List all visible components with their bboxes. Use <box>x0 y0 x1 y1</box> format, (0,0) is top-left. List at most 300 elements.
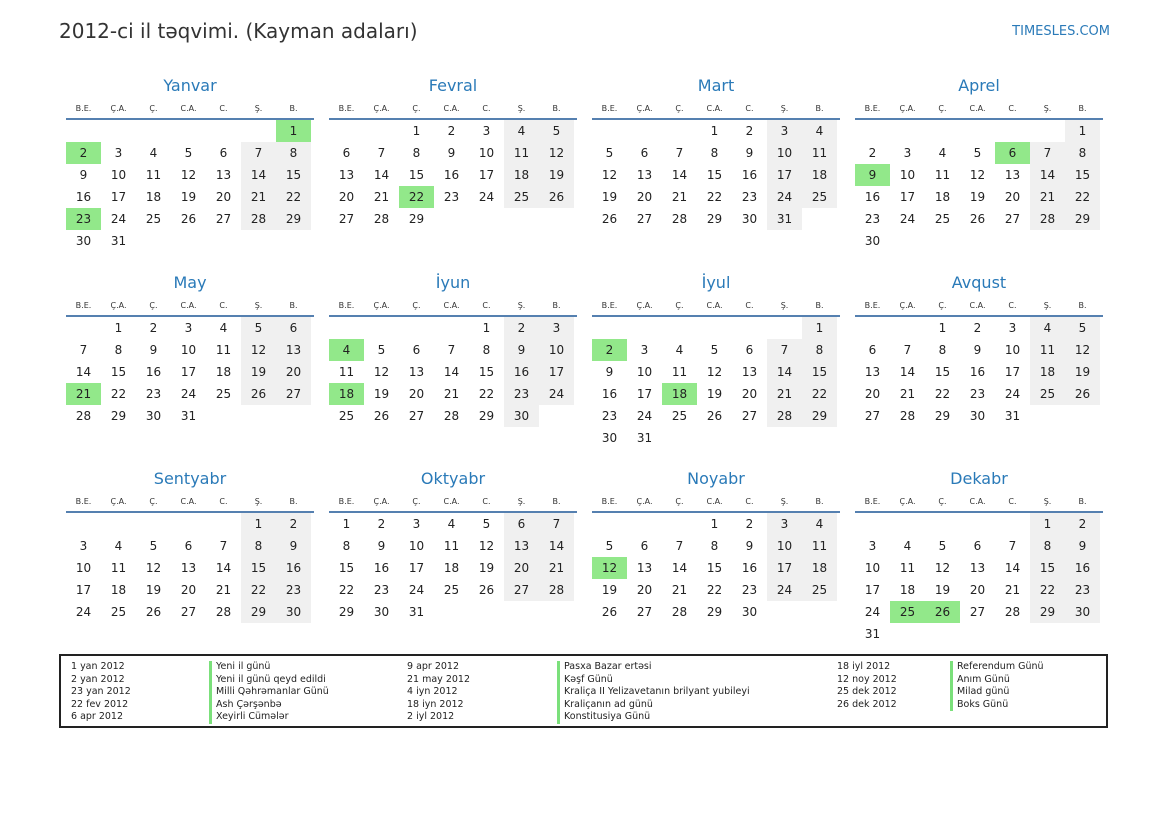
day-cell: 10 <box>110 168 127 182</box>
day-cell: 29 <box>241 601 276 623</box>
day-cell: 27 <box>276 383 311 405</box>
month-may <box>66 269 314 459</box>
day-cell: 2 <box>745 124 754 138</box>
day-cell: 8 <box>1065 142 1100 164</box>
weekday-label: Ş. <box>780 497 789 506</box>
week-row <box>592 601 840 623</box>
day-cell: 7 <box>767 339 802 361</box>
empty-cell <box>1065 230 1100 252</box>
day-cell: 23 <box>741 583 758 597</box>
day-cell: 19 <box>706 387 723 401</box>
holiday-date: 22 fev 2012 <box>71 698 129 710</box>
weekday-label: Ş. <box>517 104 526 113</box>
day-cell: 8 <box>482 343 491 357</box>
day-cell: 9 <box>79 168 88 182</box>
day-cell: 14 <box>899 365 916 379</box>
day-cell: 30 <box>1065 601 1100 623</box>
day-cell: 3 <box>482 124 491 138</box>
empty-cell <box>1030 623 1065 645</box>
week-row <box>66 142 314 164</box>
empty-cell <box>592 317 627 339</box>
week-row <box>66 186 314 208</box>
day-cell: 1 <box>710 124 719 138</box>
empty-cell <box>171 513 206 535</box>
holiday-cell: 2 <box>592 339 627 361</box>
day-cell: 15 <box>1065 164 1100 186</box>
day-cell: 12 <box>601 168 618 182</box>
day-cell: 2 <box>745 517 754 531</box>
day-cell: 26 <box>969 212 986 226</box>
day-cell: 31 <box>180 409 197 423</box>
empty-cell <box>995 230 1030 252</box>
day-cell: 8 <box>938 343 947 357</box>
holiday-date: 6 apr 2012 <box>71 711 124 722</box>
weekday-label: Ş. <box>780 301 789 310</box>
week-row <box>592 317 840 339</box>
day-cell: 10 <box>478 146 495 160</box>
day-cell: 28 <box>1004 605 1021 619</box>
holiday-name: Pasxa Bazar ertəsi <box>557 661 750 674</box>
empty-cell <box>1065 405 1100 427</box>
day-cell: 26 <box>539 186 574 208</box>
day-cell: 13 <box>408 365 425 379</box>
day-cell: 3 <box>640 343 649 357</box>
day-cell: 4 <box>802 120 837 142</box>
weekday-label: Ş. <box>254 301 263 310</box>
day-cell: 6 <box>868 343 877 357</box>
day-cell: 25 <box>443 583 460 597</box>
week-row <box>66 208 314 230</box>
weekday-header <box>855 492 1103 513</box>
day-cell: 18 <box>443 561 460 575</box>
day-cell: 9 <box>605 365 614 379</box>
day-cell: 20 <box>741 387 758 401</box>
empty-cell <box>276 230 311 252</box>
week-row <box>66 579 314 601</box>
day-cell: 11 <box>802 535 837 557</box>
day-cell: 3 <box>1008 321 1017 335</box>
empty-cell <box>539 601 574 623</box>
holiday-names <box>209 661 329 724</box>
empty-cell <box>890 623 925 645</box>
day-cell: 7 <box>675 146 684 160</box>
day-cell: 28 <box>75 409 92 423</box>
holiday-date: 1 yan 2012 <box>71 661 125 672</box>
holiday-cell: 2 <box>66 142 101 164</box>
week-row <box>592 405 840 427</box>
day-cell: 30 <box>969 409 986 423</box>
day-cell: 18 <box>1030 361 1065 383</box>
week-row <box>855 405 1103 427</box>
day-cell: 20 <box>636 190 653 204</box>
day-cell: 3 <box>868 539 877 553</box>
day-cell: 19 <box>241 361 276 383</box>
day-cell: 17 <box>408 561 425 575</box>
day-cell: 23 <box>969 387 986 401</box>
day-cell: 12 <box>478 539 495 553</box>
day-cell: 29 <box>1065 208 1100 230</box>
week-row <box>329 361 577 383</box>
day-cell: 13 <box>1004 168 1021 182</box>
day-cell: 10 <box>864 561 881 575</box>
day-cell: 17 <box>1004 365 1021 379</box>
empty-cell <box>627 317 662 339</box>
day-cell: 9 <box>1065 535 1100 557</box>
week-row <box>592 186 840 208</box>
empty-cell <box>241 405 276 427</box>
day-cell: 25 <box>145 212 162 226</box>
empty-cell <box>662 427 697 449</box>
weekday-label: B.E. <box>75 301 92 310</box>
empty-cell <box>364 317 399 339</box>
empty-cell <box>206 513 241 535</box>
week-row <box>855 383 1103 405</box>
empty-cell <box>66 120 101 142</box>
day-cell: 6 <box>504 513 539 535</box>
empty-cell <box>732 427 767 449</box>
day-cell: 19 <box>145 583 162 597</box>
weekday-label: C.A. <box>706 301 723 310</box>
week-row <box>329 164 577 186</box>
week-row <box>329 120 577 142</box>
empty-cell <box>171 230 206 252</box>
day-cell: 17 <box>636 387 653 401</box>
week-row <box>855 535 1103 557</box>
day-cell: 4 <box>447 517 456 531</box>
holiday-names <box>950 661 1044 711</box>
day-cell: 11 <box>899 561 916 575</box>
weekday-label: C.A. <box>969 104 986 113</box>
day-cell: 20 <box>276 361 311 383</box>
day-cell: 26 <box>601 605 618 619</box>
day-cell: 4 <box>675 343 684 357</box>
empty-cell <box>925 120 960 142</box>
day-cell: 10 <box>408 539 425 553</box>
weekday-header <box>66 492 314 513</box>
day-cell: 4 <box>802 513 837 535</box>
day-cell: 6 <box>973 539 982 553</box>
day-cell: 18 <box>802 164 837 186</box>
weekday-label: B.E. <box>338 497 355 506</box>
day-cell: 10 <box>1004 343 1021 357</box>
holiday-name: Yeni il günü <box>209 661 329 674</box>
week-row <box>855 230 1103 252</box>
week-row <box>855 186 1103 208</box>
day-cell: 16 <box>969 365 986 379</box>
day-cell: 12 <box>934 561 951 575</box>
day-cell: 28 <box>1030 208 1065 230</box>
day-cell: 25 <box>504 186 539 208</box>
month-name: Aprel <box>958 76 1000 95</box>
day-cell: 15 <box>478 365 495 379</box>
empty-cell <box>1030 120 1065 142</box>
day-cell: 17 <box>539 361 574 383</box>
day-cell: 15 <box>241 557 276 579</box>
day-cell: 31 <box>1004 409 1021 423</box>
holiday-dates <box>71 661 131 724</box>
day-cell: 14 <box>373 168 390 182</box>
month-yanvar <box>66 72 314 262</box>
day-cell: 7 <box>79 343 88 357</box>
week-row <box>329 405 577 427</box>
week-row <box>592 164 840 186</box>
weekday-label: C. <box>1008 104 1017 113</box>
empty-cell <box>662 513 697 535</box>
day-cell: 27 <box>741 409 758 423</box>
weekday-label: B. <box>1078 104 1087 113</box>
day-cell: 2 <box>868 146 877 160</box>
day-cell: 31 <box>636 431 653 445</box>
month-name: Yanvar <box>163 76 217 95</box>
day-cell: 24 <box>408 583 425 597</box>
day-cell: 12 <box>145 561 162 575</box>
day-cell: 9 <box>149 343 158 357</box>
day-cell: 1 <box>482 321 491 335</box>
weekday-label: C.A. <box>706 104 723 113</box>
holiday-date: 4 iyn 2012 <box>407 686 458 697</box>
empty-cell <box>539 405 574 427</box>
day-cell: 30 <box>601 431 618 445</box>
weekday-label: B. <box>552 497 561 506</box>
day-cell: 14 <box>443 365 460 379</box>
week-row <box>329 383 577 405</box>
day-cell: 3 <box>767 120 802 142</box>
day-cell: 7 <box>377 146 386 160</box>
weekday-label: C.A. <box>443 497 460 506</box>
weekday-label: B. <box>552 104 561 113</box>
day-cell: 21 <box>767 383 802 405</box>
holiday-name: Milad günü <box>950 686 1044 699</box>
day-cell: 3 <box>79 539 88 553</box>
day-cell: 7 <box>1030 142 1065 164</box>
weekday-header <box>592 296 840 317</box>
empty-cell <box>890 513 925 535</box>
weekday-label: Ç.A. <box>899 301 916 310</box>
day-cell: 26 <box>1065 383 1100 405</box>
day-cell: 16 <box>1065 557 1100 579</box>
day-cell: 3 <box>412 517 421 531</box>
day-cell: 19 <box>969 190 986 204</box>
day-cell: 11 <box>802 142 837 164</box>
weekday-label: Ç. <box>412 497 421 506</box>
empty-cell <box>995 513 1030 535</box>
weekday-label: Ç. <box>938 497 947 506</box>
weekday-label: B. <box>815 497 824 506</box>
day-cell: 23 <box>145 387 162 401</box>
day-cell: 23 <box>276 579 311 601</box>
weekday-label: B. <box>815 301 824 310</box>
empty-cell <box>697 317 732 339</box>
weekday-label: C.A. <box>706 497 723 506</box>
day-cell: 31 <box>408 605 425 619</box>
day-cell: 22 <box>478 387 495 401</box>
day-cell: 7 <box>539 513 574 535</box>
empty-cell <box>767 601 802 623</box>
weekday-label: B.E. <box>75 104 92 113</box>
site-link[interactable]: TIMESLES.COM <box>1012 24 1110 39</box>
day-cell: 18 <box>899 583 916 597</box>
day-cell: 29 <box>110 409 127 423</box>
day-cell: 21 <box>539 557 574 579</box>
day-cell: 20 <box>338 190 355 204</box>
week-row <box>855 142 1103 164</box>
weekday-label: B. <box>552 301 561 310</box>
day-cell: 7 <box>903 343 912 357</box>
empty-cell <box>364 120 399 142</box>
weekday-label: B.E. <box>601 301 618 310</box>
week-row <box>855 120 1103 142</box>
day-cell: 27 <box>864 409 881 423</box>
day-cell: 5 <box>149 539 158 553</box>
empty-cell <box>960 230 995 252</box>
week-row <box>855 339 1103 361</box>
day-cell: 29 <box>1030 601 1065 623</box>
empty-cell <box>136 120 171 142</box>
day-cell: 17 <box>478 168 495 182</box>
empty-cell <box>276 405 311 427</box>
empty-cell <box>434 208 469 230</box>
day-cell: 28 <box>539 579 574 601</box>
day-cell: 22 <box>276 186 311 208</box>
empty-cell <box>890 120 925 142</box>
weekday-label: B.E. <box>864 104 881 113</box>
week-row <box>855 579 1103 601</box>
weekday-label: Ç.A. <box>899 497 916 506</box>
month-name: Sentyabr <box>153 469 227 488</box>
day-cell: 13 <box>215 168 232 182</box>
day-cell: 24 <box>767 579 802 601</box>
week-row <box>592 383 840 405</box>
day-cell: 8 <box>276 142 311 164</box>
holiday-name: Anım Günü <box>950 674 1044 687</box>
day-cell: 13 <box>504 535 539 557</box>
month-name: May <box>173 273 207 292</box>
day-cell: 13 <box>636 561 653 575</box>
week-row <box>329 535 577 557</box>
holiday-cell: 6 <box>995 142 1030 164</box>
day-cell: 10 <box>899 168 916 182</box>
weekday-label: Ç. <box>149 104 158 113</box>
day-cell: 9 <box>973 343 982 357</box>
day-cell: 5 <box>184 146 193 160</box>
day-cell: 14 <box>671 168 688 182</box>
day-cell: 10 <box>539 339 574 361</box>
weekday-header <box>855 296 1103 317</box>
day-cell: 13 <box>636 168 653 182</box>
day-cell: 1 <box>342 517 351 531</box>
holiday-name: Konstitusiya Günü <box>557 711 750 724</box>
day-cell: 25 <box>110 605 127 619</box>
empty-cell <box>960 623 995 645</box>
weekday-label: B. <box>815 104 824 113</box>
day-cell: 5 <box>482 517 491 531</box>
weekday-label: B. <box>289 497 298 506</box>
day-cell: 27 <box>636 212 653 226</box>
empty-cell <box>767 427 802 449</box>
weekday-label: C. <box>745 301 754 310</box>
day-cell: 28 <box>671 212 688 226</box>
day-cell: 31 <box>864 627 881 641</box>
holiday-date: 25 dek 2012 <box>837 686 897 697</box>
week-row <box>329 557 577 579</box>
day-cell: 12 <box>969 168 986 182</box>
day-cell: 8 <box>412 146 421 160</box>
day-cell: 25 <box>1030 383 1065 405</box>
day-cell: 16 <box>145 365 162 379</box>
month-name: Noyabr <box>687 469 745 488</box>
empty-cell <box>241 230 276 252</box>
day-cell: 7 <box>241 142 276 164</box>
day-cell: 19 <box>934 583 951 597</box>
day-cell: 1 <box>1065 120 1100 142</box>
day-cell: 26 <box>241 383 276 405</box>
weekday-label: Ç. <box>675 301 684 310</box>
weekday-label: B.E. <box>338 104 355 113</box>
empty-cell <box>469 208 504 230</box>
holiday-date: 2 yan 2012 <box>71 673 125 685</box>
empty-cell <box>890 317 925 339</box>
empty-cell <box>995 623 1030 645</box>
holiday-date: 18 iyn 2012 <box>407 698 464 710</box>
day-cell: 11 <box>504 142 539 164</box>
holiday-date: 26 dek 2012 <box>837 698 897 710</box>
empty-cell <box>995 120 1030 142</box>
week-row <box>592 142 840 164</box>
holiday-cell: 22 <box>399 186 434 208</box>
day-cell: 13 <box>864 365 881 379</box>
day-cell: 9 <box>745 539 754 553</box>
holiday-name: Xeyirli Cümələr <box>209 711 329 724</box>
day-cell: 3 <box>539 317 574 339</box>
day-cell: 28 <box>767 405 802 427</box>
weekday-label: B.E. <box>864 301 881 310</box>
day-cell: 28 <box>899 409 916 423</box>
day-cell: 25 <box>338 409 355 423</box>
day-cell: 16 <box>741 168 758 182</box>
empty-cell <box>662 317 697 339</box>
day-cell: 20 <box>504 557 539 579</box>
day-cell: 14 <box>241 164 276 186</box>
week-row <box>329 208 577 230</box>
day-cell: 21 <box>671 583 688 597</box>
day-cell: 9 <box>745 146 754 160</box>
day-cell: 27 <box>180 605 197 619</box>
day-cell: 16 <box>504 361 539 383</box>
holiday-name: Ash Çərşənbə <box>209 699 329 712</box>
day-cell: 11 <box>443 539 460 553</box>
day-cell: 21 <box>1004 583 1021 597</box>
day-cell: 6 <box>342 146 351 160</box>
weekday-label: C.A. <box>180 301 197 310</box>
day-cell: 19 <box>601 583 618 597</box>
day-cell: 5 <box>377 343 386 357</box>
day-cell: 6 <box>745 343 754 357</box>
week-row <box>855 623 1103 645</box>
day-cell: 11 <box>1030 339 1065 361</box>
day-cell: 5 <box>241 317 276 339</box>
day-cell: 2 <box>149 321 158 335</box>
weekday-label: C.A. <box>969 497 986 506</box>
day-cell: 1 <box>1030 513 1065 535</box>
holiday-cell: 1 <box>276 120 311 142</box>
week-row <box>855 361 1103 383</box>
month-name: Dekabr <box>950 469 1008 488</box>
week-row <box>66 513 314 535</box>
day-cell: 15 <box>338 561 355 575</box>
empty-cell <box>802 208 837 230</box>
day-cell: 14 <box>539 535 574 557</box>
weekday-label: B.E. <box>864 497 881 506</box>
